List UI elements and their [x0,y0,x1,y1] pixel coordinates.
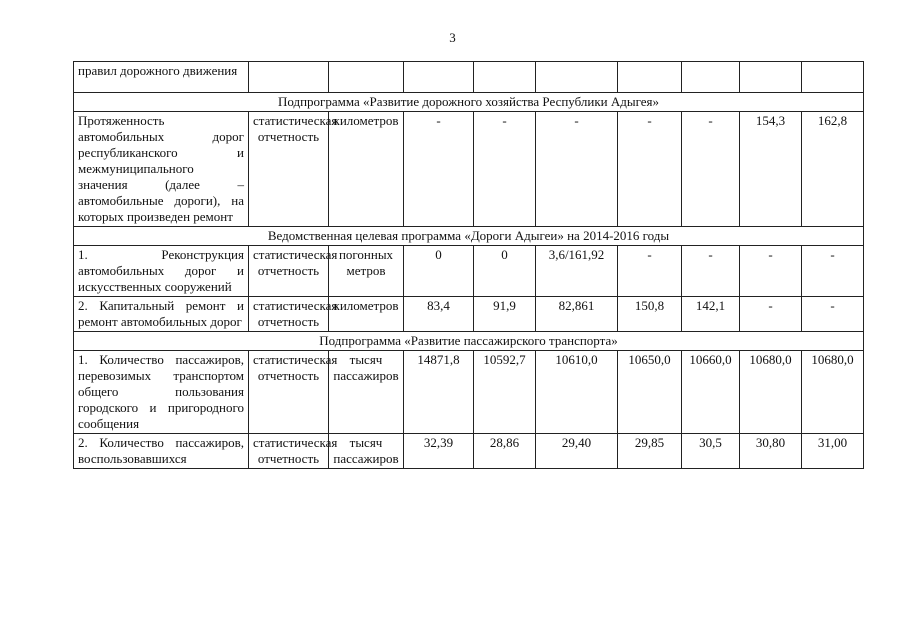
source-cell: статистическая отчетность [249,112,329,227]
table-row [74,434,864,469]
value-cell: 91,9 [474,297,536,332]
empty-cell [474,62,536,93]
value-cell: - [682,112,740,227]
value-cell: 150,8 [618,297,682,332]
indicator-cell: 1. Реконструкция автомобильных дорог и искусственных сооружений [74,246,249,297]
empty-cell [618,62,682,93]
value-cell: 10592,7 [474,351,536,434]
value-cell: 28,86 [474,434,536,469]
unit-cell: километров [329,112,404,227]
empty-cell [536,62,618,93]
unit-cell: тысяч пассажиров [329,351,404,434]
value-cell: - [740,297,802,332]
value-cell: 10650,0 [618,351,682,434]
value-cell: - [682,246,740,297]
source-cell: статистическая отчетность [249,297,329,332]
value-cell: - [740,246,802,297]
source-cell: статистическая отчетность [249,246,329,297]
source-cell: статистическая отчетность [249,434,329,469]
empty-cell [740,62,802,93]
value-cell: 29,40 [536,434,618,469]
section-title: Ведомственная целевая программа «Дороги Адыгеи» на 2014-2016 годы [74,227,864,246]
section-title: Подпрограмма «Развитие дорожного хозяйства Республики Адыгея» [74,93,864,112]
page-number: 3 [449,30,456,45]
indicator-cell: 2. Количество пассажиров, воспользовавшихся [74,434,249,469]
value-cell: - [404,112,474,227]
table-row [74,112,864,227]
table-row [74,297,864,332]
empty-cell [802,62,864,93]
value-cell: - [618,246,682,297]
value-cell: - [802,297,864,332]
value-cell: - [802,246,864,297]
value-cell: - [474,112,536,227]
empty-cell [682,62,740,93]
source-cell: статистическая отчетность [249,351,329,434]
value-cell: 0 [404,246,474,297]
empty-cell [329,62,404,93]
unit-cell: тысяч пассажиров [329,434,404,469]
empty-cell [404,62,474,93]
value-cell: 82,861 [536,297,618,332]
section-header-row [74,93,864,112]
unit-cell: километров [329,297,404,332]
value-cell: - [618,112,682,227]
value-cell: 29,85 [618,434,682,469]
value-cell: 31,00 [802,434,864,469]
table-row [74,351,864,434]
value-cell: 32,39 [404,434,474,469]
value-cell: 154,3 [740,112,802,227]
value-cell: - [536,112,618,227]
section-header-row [74,332,864,351]
value-cell: 30,80 [740,434,802,469]
indicator-cell: 1. Количество пассажиров, перевозимых транспортом общего пользования городского и пригородного сообщения [74,351,249,434]
section-header-row [74,227,864,246]
value-cell: 10680,0 [740,351,802,434]
table-row [74,246,864,297]
value-cell: 83,4 [404,297,474,332]
empty-cell [249,62,329,93]
value-cell: 14871,8 [404,351,474,434]
unit-cell: погонных метров [329,246,404,297]
value-cell: 10680,0 [802,351,864,434]
indicator-cell: Протяженность автомобильных дорог республиканского и межмуниципального значения (далее – автомобильные дороги), на которых произведен ремонт [74,112,249,227]
value-cell: 10660,0 [682,351,740,434]
indicator-cell: 2. Капитальный ремонт и ремонт автомобильных дорог [74,297,249,332]
value-cell: 3,6/161,92 [536,246,618,297]
section-title: Подпрограмма «Развитие пассажирского транспорта» [74,332,864,351]
value-cell: 30,5 [682,434,740,469]
indicators-table [73,61,864,469]
value-cell: 162,8 [802,112,864,227]
value-cell: 0 [474,246,536,297]
value-cell: 142,1 [682,297,740,332]
table-row [74,62,864,93]
value-cell: 10610,0 [536,351,618,434]
indicator-cell: правил дорожного движения [74,62,249,93]
